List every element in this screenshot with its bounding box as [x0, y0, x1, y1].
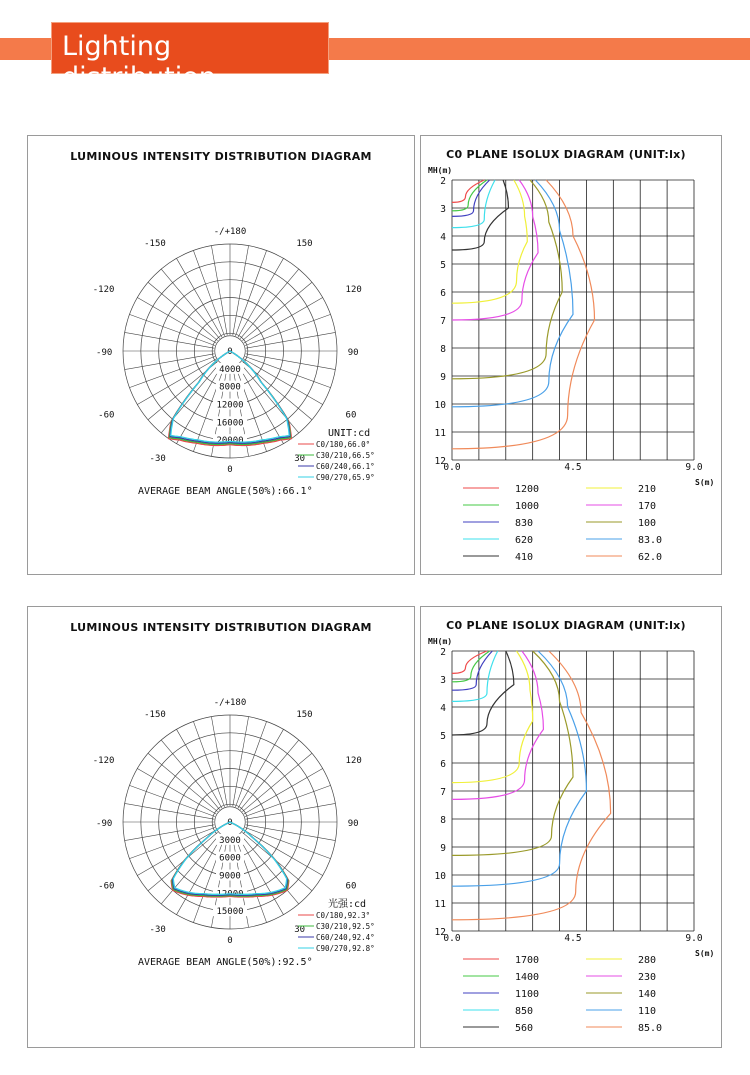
legend-label: 560 [515, 1023, 534, 1034]
legend-label: 850 [515, 1006, 534, 1017]
isolux-curve-7 [452, 180, 562, 379]
y-tick-label: 4 [440, 232, 446, 243]
y-axis-label: MH(m) [428, 166, 453, 175]
legend-label: 410 [515, 552, 534, 563]
polar-chart-panel-2 [27, 606, 415, 1048]
polar-chart-panel-1 [27, 135, 415, 575]
chart-title: C0 PLANE ISOLUX DIAGRAM (UNIT:lx) [446, 148, 686, 161]
radial-tick-label: 20000 [216, 436, 244, 447]
x-tick-label: 9.0 [685, 933, 703, 944]
y-tick-label: 8 [440, 815, 446, 826]
angle-label: 120 [345, 756, 362, 767]
chart-title: LUMINOUS INTENSITY DISTRIBUTION DIAGRAM [70, 621, 372, 634]
polar-chart-1 [28, 136, 414, 574]
beam-angle-footer: AVERAGE BEAM ANGLE(50%):92.5° [138, 957, 313, 968]
y-tick-label: 2 [440, 647, 446, 658]
y-tick-label: 6 [440, 288, 446, 299]
angle-label: 30 [294, 925, 306, 936]
legend-label: C60/240,66.1° [316, 462, 375, 471]
radial-tick-label: 8000 [219, 382, 241, 393]
angle-label: -120 [92, 756, 115, 767]
angle-label: -30 [149, 925, 166, 936]
isolux-chart-1 [421, 136, 721, 574]
y-tick-label: 4 [440, 703, 446, 714]
radial-tick-label: 4000 [219, 364, 241, 375]
angle-label: -/+180 [213, 698, 247, 708]
section-title: Lighting distribution [62, 31, 216, 93]
isolux-curve-7 [452, 651, 573, 855]
legend-label: 280 [638, 955, 657, 966]
angle-label: 60 [345, 410, 357, 421]
angle-label: -150 [144, 710, 166, 721]
radial-tick-label: 12000 [216, 400, 244, 411]
x-axis-label: S(m) [695, 478, 715, 487]
legend-label: 85.0 [638, 1023, 663, 1034]
legend-label: 1100 [515, 989, 540, 1000]
radial-tick-label: 12000 [216, 889, 244, 900]
isolux-curve-0 [452, 651, 487, 673]
angle-label: 0 [227, 936, 233, 946]
isolux-curve-5 [452, 180, 527, 303]
x-tick-label: 0.0 [443, 933, 461, 944]
angle-label: -30 [149, 454, 166, 465]
angle-label: -60 [98, 410, 115, 421]
radial-tick-label: 15000 [216, 907, 244, 918]
legend-label: C0/180,92.3° [316, 911, 371, 920]
radial-tick-label: 3000 [219, 835, 241, 846]
radial-tick-label: 6000 [219, 853, 241, 864]
legend-label: 170 [638, 501, 657, 512]
legend-label: 62.0 [638, 552, 663, 563]
y-tick-label: 3 [440, 675, 446, 686]
legend-label: 1200 [515, 484, 540, 495]
y-tick-label: 2 [440, 176, 446, 187]
legend-label: 210 [638, 484, 657, 495]
radial-tick-label: 9000 [219, 871, 241, 882]
legend-label: 100 [638, 518, 657, 529]
angle-label: 90 [347, 819, 359, 829]
angle-label: 30 [294, 454, 306, 465]
isolux-curve-8 [452, 651, 586, 886]
legend-label: C90/270,92.8° [316, 944, 375, 953]
legend-label: 140 [638, 989, 657, 1000]
angle-label: -150 [144, 239, 166, 250]
angle-label: 120 [345, 285, 362, 296]
y-tick-label: 6 [440, 759, 446, 770]
radial-tick-label: 0 [227, 818, 233, 828]
unit-label: UNIT:cd [328, 428, 371, 439]
angle-label: -60 [98, 881, 115, 892]
angle-label: 150 [296, 710, 313, 721]
legend-label: 1700 [515, 955, 540, 966]
legend-label: 830 [515, 518, 534, 529]
angle-label: -/+180 [213, 227, 247, 237]
legend-label: 230 [638, 972, 657, 983]
beam-angle-footer: AVERAGE BEAM ANGLE(50%):66.1° [138, 486, 313, 497]
y-tick-label: 8 [440, 344, 446, 355]
angle-label: -90 [96, 819, 113, 829]
unit-label: 光强:cd [328, 899, 367, 910]
y-axis-label: MH(m) [428, 637, 453, 646]
isolux-curve-3 [452, 651, 498, 701]
radial-tick-label: 0 [227, 347, 233, 357]
legend-label: 110 [638, 1006, 657, 1017]
isolux-chart-panel-1 [420, 135, 722, 575]
angle-label: 90 [347, 348, 359, 358]
y-tick-label: 12 [434, 927, 446, 938]
y-tick-label: 3 [440, 204, 446, 215]
y-tick-label: 5 [440, 731, 446, 742]
isolux-curve-1 [452, 651, 490, 682]
angle-label: -90 [96, 348, 113, 358]
section-title-box [51, 22, 329, 93]
x-tick-label: 9.0 [685, 462, 703, 473]
radial-tick-label: 16000 [216, 418, 244, 429]
y-tick-label: 7 [440, 787, 446, 798]
x-axis-label: S(m) [695, 949, 715, 958]
y-tick-label: 11 [434, 899, 446, 910]
legend-label: C0/180,66.0° [316, 440, 371, 449]
isolux-curve-1 [452, 180, 487, 211]
legend-label: 620 [515, 535, 534, 546]
isolux-chart-2 [421, 607, 721, 1047]
y-tick-label: 11 [434, 428, 446, 439]
angle-label: -120 [92, 285, 115, 296]
legend-label: 1000 [515, 501, 540, 512]
x-tick-label: 0.0 [443, 462, 461, 473]
isolux-curve-3 [452, 180, 495, 228]
y-tick-label: 5 [440, 260, 446, 271]
y-tick-label: 7 [440, 316, 446, 327]
chart-title: LUMINOUS INTENSITY DISTRIBUTION DIAGRAM [70, 150, 372, 163]
legend-label: 83.0 [638, 535, 663, 546]
y-tick-label: 10 [434, 871, 446, 882]
legend-label: 1400 [515, 972, 540, 983]
chart-title: C0 PLANE ISOLUX DIAGRAM (UNIT:lx) [446, 619, 686, 632]
y-tick-label: 10 [434, 400, 446, 411]
angle-label: 60 [345, 881, 357, 892]
legend-label: C30/210,66.5° [316, 451, 375, 460]
legend-label: C90/270,65.9° [316, 473, 375, 482]
angle-label: 150 [296, 239, 313, 250]
polar-chart-2 [28, 607, 414, 1047]
y-tick-label: 9 [440, 372, 446, 383]
isolux-chart-panel-2 [420, 606, 722, 1048]
angle-label: 0 [227, 465, 233, 475]
x-tick-label: 4.5 [564, 462, 582, 473]
y-tick-label: 12 [434, 456, 446, 467]
x-tick-label: 4.5 [564, 933, 582, 944]
legend-label: C30/210,92.5° [316, 922, 375, 931]
legend-label: C60/240,92.4° [316, 933, 375, 942]
y-tick-label: 9 [440, 843, 446, 854]
